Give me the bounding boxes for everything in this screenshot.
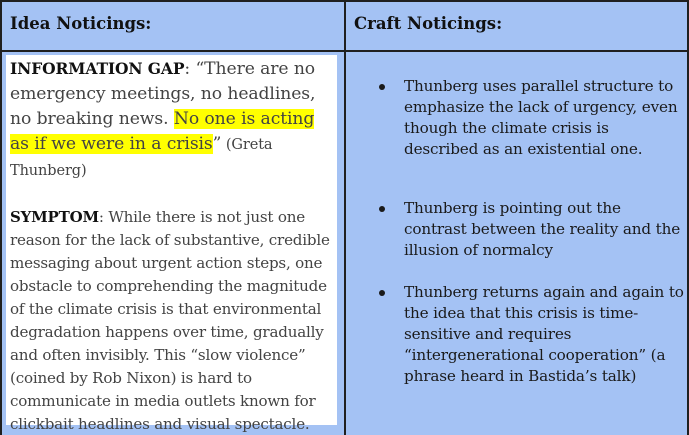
information-gap-colon: :	[184, 59, 196, 79]
list-item	[352, 198, 684, 261]
bullet-icon	[379, 206, 385, 212]
header-idea-noticings: Idea Noticings:	[10, 14, 152, 33]
symptom-text: : While there is not just one reason for the lack of substantive, credible messaging about urgent action steps, one obstacle to comprehending the magnitude of the climate crisis is that environmental degradation happens over time, gradually and often invisibly. This “slow violence” (coined by Rob Nixon) is hard to communicate in media outlets known for clickbait headlines and visual spectacle.	[10, 208, 330, 433]
craft-bullet-text: Thunberg is pointing out the contrast between the reality and the illusion of normalcy	[404, 199, 681, 259]
information-gap-paragraph	[10, 56, 336, 184]
bullet-icon	[379, 290, 385, 296]
header-craft-noticings: Craft Noticings:	[354, 14, 503, 33]
highlighted-quote: No one is acting as if we were in a crisis	[10, 109, 315, 154]
symptom-paragraph	[10, 206, 336, 435]
symptom-label: SYMPTOM	[10, 208, 99, 226]
table-border-left	[0, 0, 2, 435]
quote-attribution: (Greta Thunberg)	[10, 137, 273, 179]
craft-bullet-text: Thunberg returns again and again to the idea that this crisis is time-sensitive and requires “intergenerational cooperation” (a phrase heard in Bastida’s talk)	[404, 283, 684, 385]
information-gap-label: INFORMATION GAP	[10, 59, 185, 78]
table-column-divider	[344, 0, 346, 435]
list-item	[352, 76, 684, 160]
information-gap-quote: “There are no emergency meetings, no headlines, no breaking news.	[10, 59, 316, 129]
craft-bullet-text: Thunberg uses parallel structure to emphasize the lack of urgency, even though the climate crisis is described as an existential one.	[404, 77, 678, 158]
bullet-icon	[379, 84, 385, 90]
idea-noticings-content[interactable]	[10, 56, 336, 435]
quote-close: ”	[212, 134, 222, 154]
list-item	[352, 282, 684, 387]
